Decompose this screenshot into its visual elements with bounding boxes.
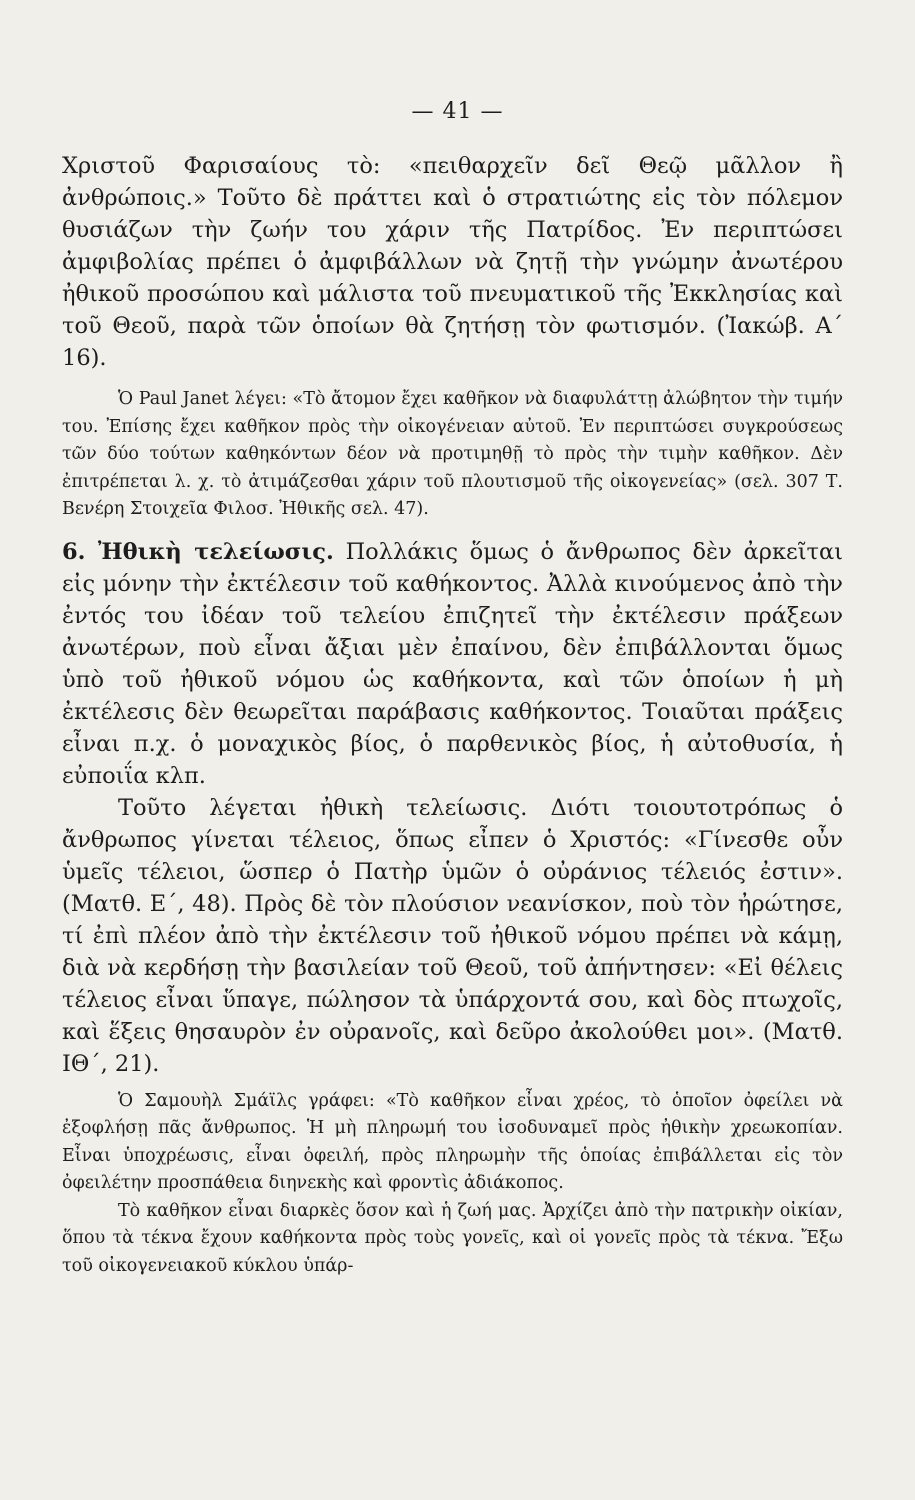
quote-smiles: Ὁ Σαμουὴλ Σμάϊλς γράφει: «Τὸ καθῆκον εἶναι χρέος, τὸ ὁποῖον ὀφείλει νὰ ἐξοφλήσῃ πᾶς ἄνθρωπος. Ἡ μὴ πληρωμή του ἰσοδυναμεῖ πρὸς ἠθικὴν χρεωκοπίαν. Εἶναι ὑποχρέωσις, εἶναι ὀφειλή, πρὸς πληρωμὴν τῆς ὁποίας ἐπιβάλλεται εἰς τὸν ὀφειλέτην προσπάθεια διηνεκὴς καὶ φροντὶς ἀδιάκοπος. [62, 1090, 843, 1193]
section-paragraph-text: Πολλάκις ὅμως ὁ ἄνθρωπος δὲν ἀρκεῖται εἰς μόνην τὴν ἐκτέλεσιν τοῦ καθήκοντος. Ἀλλὰ κινούμενος ἀπὸ τὴν ἐντός του ἰδέαν τοῦ τελείου ἐπιζητεῖ τὴν ἐκτέλεσιν πράξεων ἀνωτέρων, ποὺ εἶναι ἄξιαι μὲν ἐπαίνου, δὲν ἐπιβάλλονται ὅμως ὑπὸ τοῦ ἠθικοῦ νόμου ὡς καθήκοντα, καὶ τῶν ὁποίων ἡ μὴ ἐκτέλεσις δὲν θεωρεῖται παράβασις καθήκοντος. Τοιαῦται πράξεις εἶναι π.χ. ὁ μοναχικὸς βίος, ὁ παρθενικὸς βίος, ἡ αὐτοθυσία, ἡ εὐποιΐα κλπ. [62, 538, 843, 789]
paragraph-continuation: Χριστοῦ Φαρισαίους τὸ: «πειθαρχεῖν δεῖ Θεῷ μᾶλλον ἢ ἀνθρώποις.» Τοῦτο δὲ πράττει καὶ ὁ στρατιώτης εἰς τὸν πόλεμον θυσιάζων τὴν ζωήν του χάριν τῆς Πατρίδος. Ἐν περιπτώσει ἀμφιβολίας πρέπει ὁ ἀμφιβάλλων νὰ ζητῇ τὴν γνώμην ἀνωτέρου ἠθικοῦ προσώπου καὶ μάλιστα τοῦ πνευματικοῦ τῆς Ἐκκλησίας καὶ τοῦ Θεοῦ, παρὰ τῶν ὁποίων θὰ ζητήσῃ τὸν φωτισμόν. (Ἰακώβ. Α΄ 16). [62, 153, 843, 371]
body-text [62, 150, 843, 1280]
quote-paul-janet: Ὁ Paul Janet λέγει: «Τὸ ἄτομον ἔχει καθῆκον νὰ διαφυλάττῃ ἀλώβητον τὴν τιμήν του. Ἐπίσης ἔχει καθῆκον πρὸς τὴν οἰκογένειαν αὐτοῦ. Ἐν περιπτώσει συγκρούσεως τῶν δύο τούτων καθηκόντων δέον νὰ προτιμηθῇ τὸ πρὸς τὴν τιμὴν καθῆκον. Δὲν ἐπιτρέπεται λ. χ. τὸ ἀτιμάζεσθαι χάριν τοῦ πλουτισμοῦ τῆς οἰκογενείας» (σελ. 307 Τ. Βενέρη Στοιχεῖα Φιλοσ. Ἠθικῆς σελ. 47). [62, 389, 843, 519]
section-paragraph [62, 536, 843, 792]
page-number: — 41 — [411, 99, 504, 124]
paragraph-ethical-perfection: Τοῦτο λέγεται ἠθικὴ τελείωσις. Διότι τοιουτοτρόπως ὁ ἄνθρωπος γίνεται τέλειος, ὅπως εἶπεν ὁ Χριστός: «Γίνεσθε οὖν ὑμεῖς τέλειοι, ὥσπερ ὁ Πατὴρ ὑμῶν ὁ οὐράνιος τέλειός ἐστιν». (Ματθ. Ε΄, 48). Πρὸς δὲ τὸν πλούσιον νεανίσκον, ποὺ τὸν ἠρώτησε, τί ἐπὶ πλέον ἀπὸ τὴν ἐκτέλεσιν τοῦ ἠθικοῦ νόμου πρέπει νὰ κάμῃ, διὰ νὰ κερδήσῃ τὴν βασιλείαν τοῦ Θεοῦ, τοῦ ἀπήντησεν: «Εἰ θέλεις τέλειος εἶναι ὕπαγε, πώλησον τὰ ὑπάρχοντά σου, καὶ δὸς πτωχοῖς, καὶ ἕξεις θησαυρὸν ἐν οὐρανοῖς, καὶ δεῦρο ἀκολούθει μοι». (Ματθ. ΙΘ΄, 21). [62, 794, 843, 1077]
note-duty: Τὸ καθῆκον εἶναι διαρκὲς ὅσον καὶ ἡ ζωή μας. Ἀρχίζει ἀπὸ τὴν πατρικὴν οἰκίαν, ὅπου τὰ τέκνα ἔχουν καθήκοντα πρὸς τοὺς γονεῖς, καὶ οἱ γονεῖς πρὸς τὰ τέκνα. Ἔξω τοῦ οἰκογενειακοῦ κύκλου ὑπάρ- [62, 1200, 843, 1276]
section-heading: 6. Ἠθικὴ τελείωσις. [62, 538, 334, 565]
